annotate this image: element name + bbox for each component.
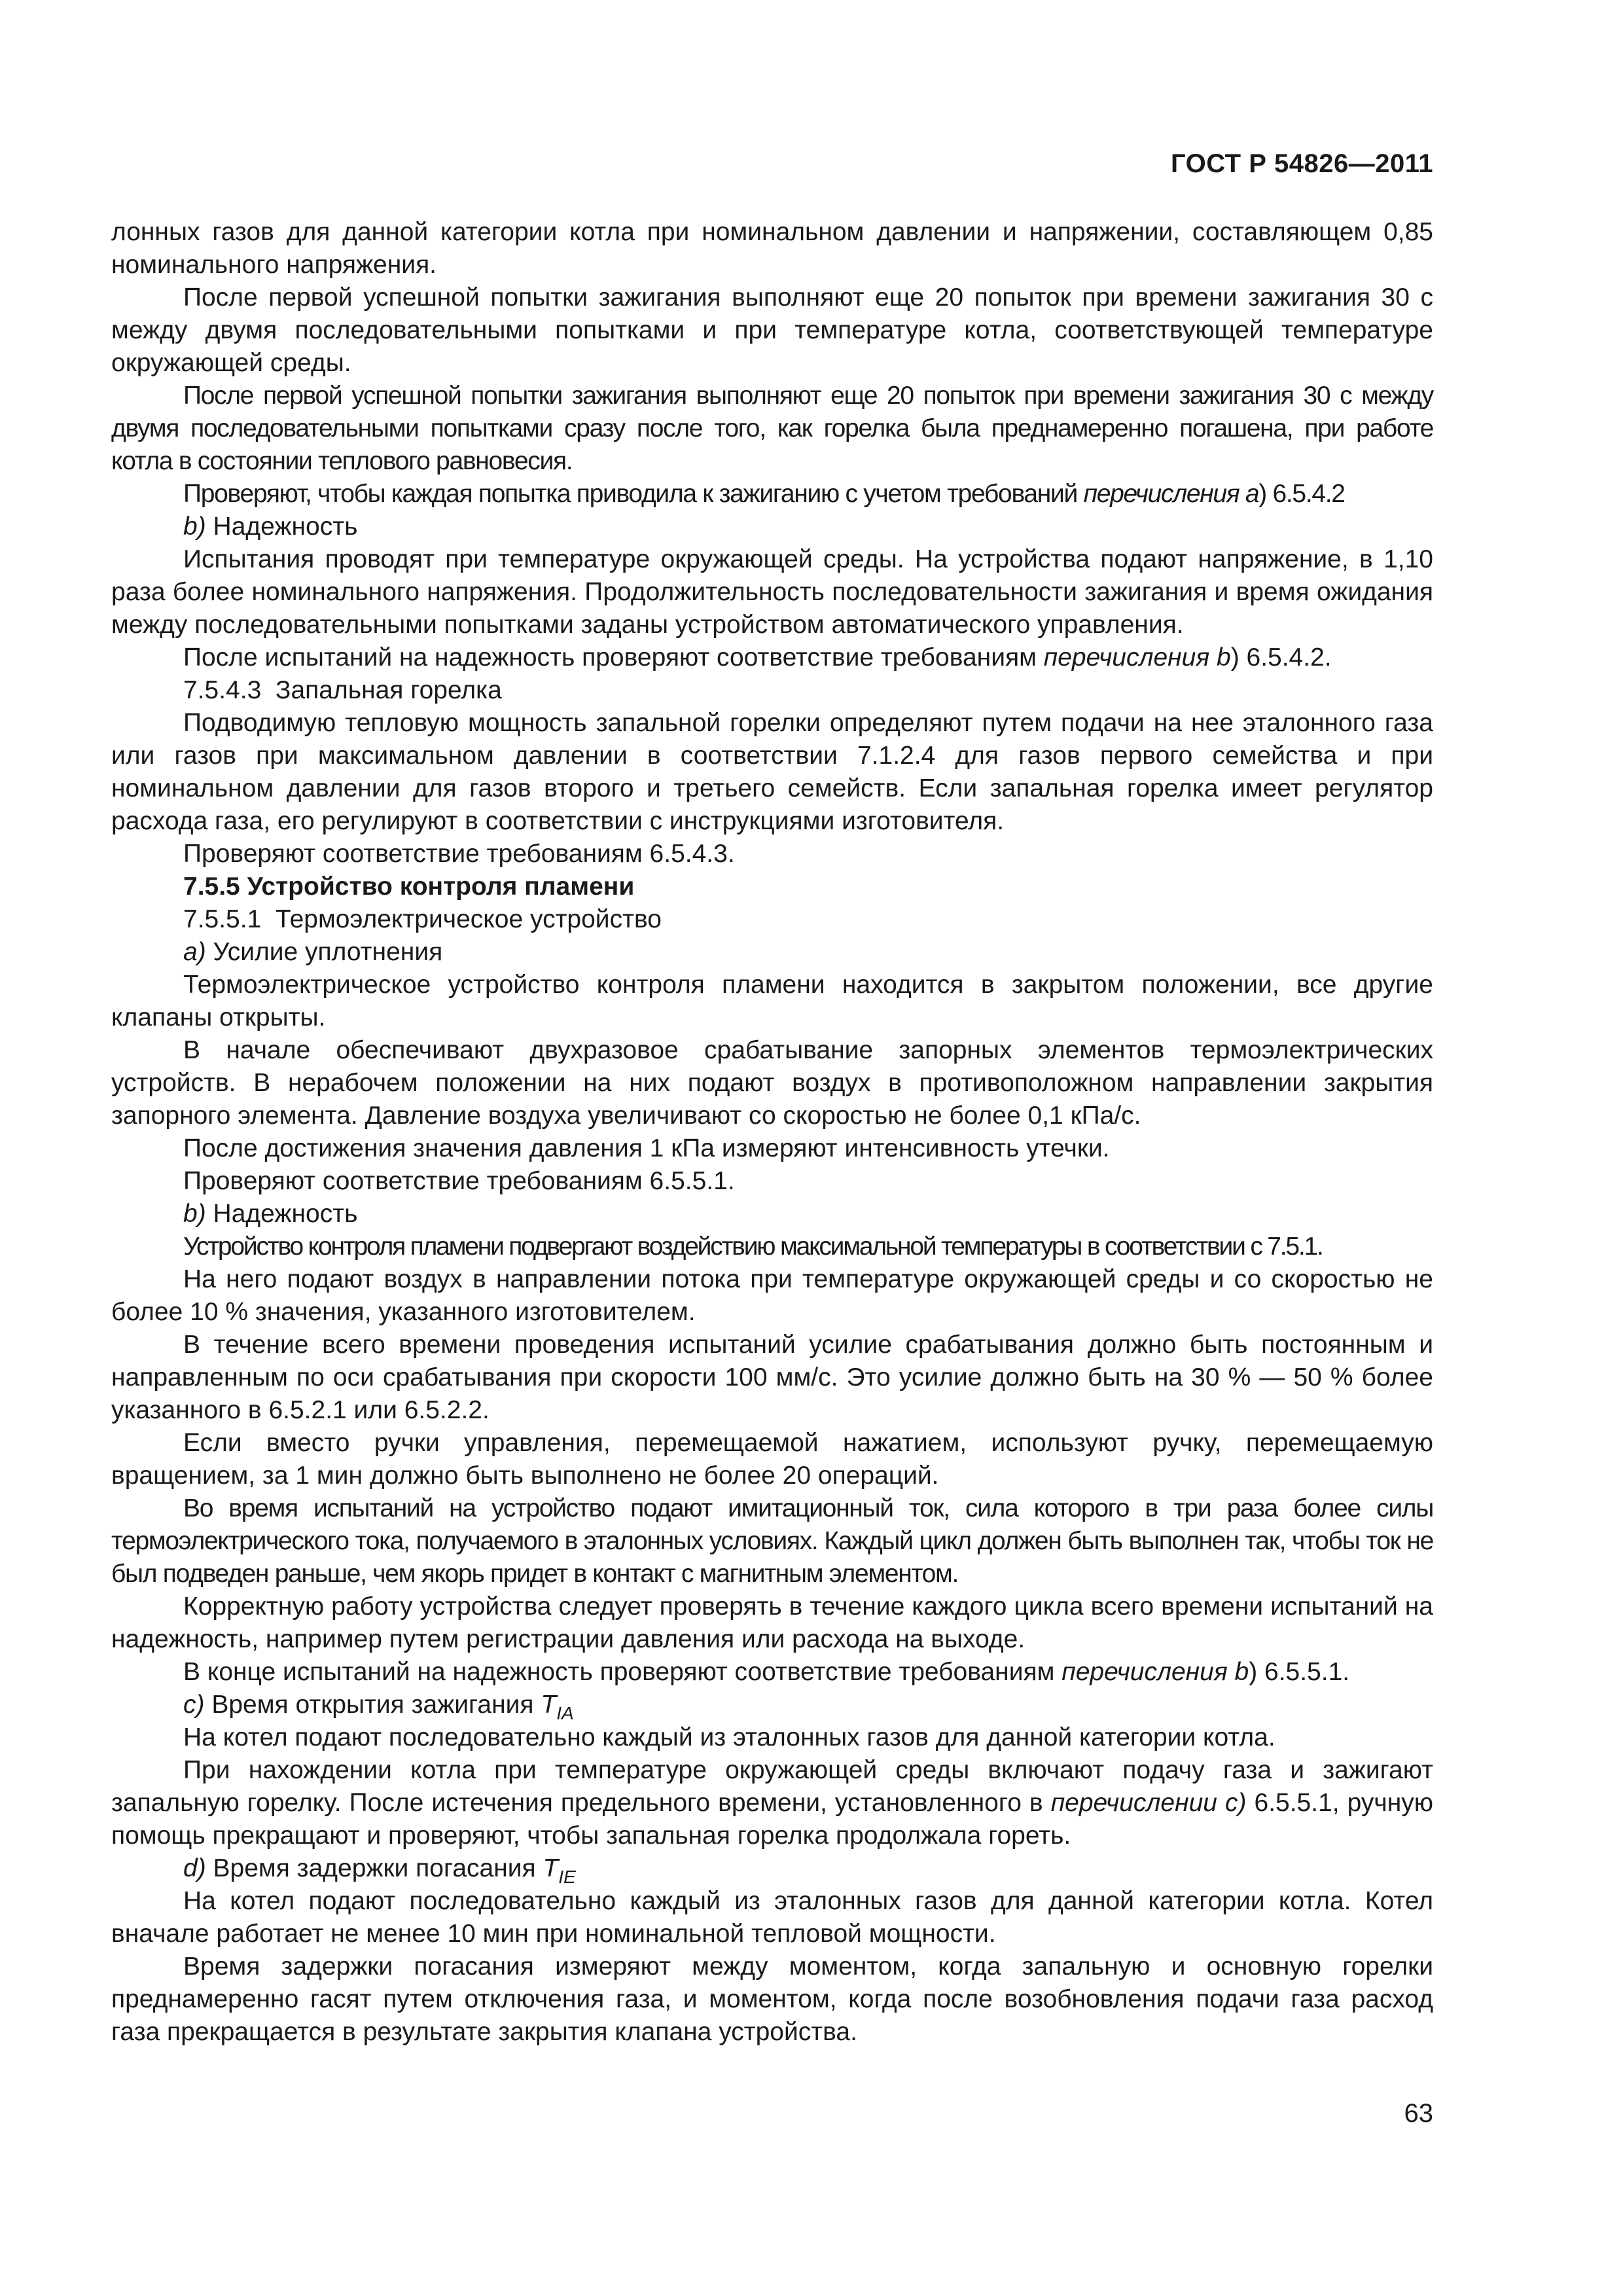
paragraph: Если вместо ручки управления, перемещаемой нажатием, используют ручку, перемещаемую вращением, за 1 мин должно быть выполнено не более 20 операций. <box>111 1429 1433 1490</box>
text-run: 6.5.5.1, ручную помощь прекращают и проверяют, чтобы запальная горелка продолжала гореть. <box>111 1789 1433 1850</box>
italic-run: перечисления b <box>1061 1658 1249 1686</box>
paragraph: Проверяют соответствие требованиям 6.5.5.1. <box>183 1167 735 1195</box>
document-body <box>111 216 1433 2049</box>
paragraph: Во время испытаний на устройство подают имитационный ток, сила которого в три раза более силы термоэлектрического тока, получаемого в эталонных условиях. Каждый цикл должен быть выполнен так, чтобы ток не был подведен раньше, чем якорь придет в контакт с магнитным элементом. <box>111 1494 1433 1588</box>
italic-run: а) <box>183 938 206 966</box>
paragraph: В течение всего времени проведения испытаний усилие срабатывания должно быть постоянным и направленным по оси срабатывания при скорости 100 мм/с. Это усилие должно быть на 30 % — 50 % более указанного в 6.5.2.1 или 6.5.2.2. <box>111 1331 1433 1424</box>
italic-run: b) <box>183 1200 206 1228</box>
paragraph: На котел подают последовательно каждый из эталонных газов для данной категории котла. <box>183 1723 1275 1751</box>
paragraph: Термоэлектрическое устройство контроля пламени находится в закрытом положении, все другие клапаны открыты. <box>111 971 1433 1031</box>
symbol: T <box>543 1854 559 1882</box>
text-run: Надежность <box>205 512 358 541</box>
text-run: Время открытия зажигания <box>204 1691 541 1719</box>
paragraph: Время задержки погасания измеряют между моментом, когда запальную и основную горелки преднамеренно гасят путем отключения газа, и моментом, когда после возобновления подачи газа расход газа прекращается в результате закрытия клапана устройства. <box>111 1952 1433 2046</box>
paragraph: лонных газов для данной категории котла при номинальном давлении и напряжении, составляющем 0,85 номинального напряжения. <box>111 218 1433 279</box>
text-run: Усилие уплотнения <box>205 938 443 966</box>
symbol-subscript: IE <box>558 1866 576 1887</box>
text-run: Время задержки погасания <box>205 1854 543 1882</box>
paragraph: После первой успешной попытки зажигания выполняют еще 20 попыток при времени зажигания 30 с между двумя последовательными попытками и при температуре котла, соответствующей температуре окружающей среды. <box>111 283 1433 377</box>
document-id-header: ГОСТ Р 54826—2011 <box>1171 149 1433 178</box>
text-run: Проверяют, чтобы каждая попытка приводила к зажиганию с учетом требований <box>183 480 1084 508</box>
subsection-title: 7.5.4.3 Запальная горелка <box>183 676 502 704</box>
paragraph <box>111 478 1433 511</box>
section-heading: 7.5.5 Устройство контроля пламени <box>183 872 635 901</box>
paragraph: Проверяют соответствие требованиям 6.5.4.3. <box>183 840 735 868</box>
paragraph <box>111 1656 1433 1689</box>
italic-run: c) <box>183 1691 205 1719</box>
italic-run: перечисления а <box>1083 480 1259 508</box>
text-run: ) 6.5.4.2. <box>1230 643 1332 672</box>
paragraph: В начале обеспечивают двухразовое срабатывание запорных элементов термоэлектрических устройств. В нерабочем положении на них подают воздух в противоположном направлении закрытия запорного элемента. Давление воздуха увеличивают со скоростью не более 0,1 кПа/с. <box>111 1036 1433 1130</box>
text-run: После испытаний на надежность проверяют соответствие требованиям <box>183 643 1044 672</box>
subsection-title: 7.5.5.1 Термоэлектрическое устройство <box>183 905 662 933</box>
italic-run: d) <box>183 1854 206 1882</box>
paragraph: Испытания проводят при температуре окружающей среды. На устройства подают напряжение, в 1,10 раза более номинального напряжения. Продолжительность последовательности зажигания и время ожидания между последовательными попытками заданы устройством автоматического управления. <box>111 545 1433 639</box>
list-item-label <box>111 1689 1433 1721</box>
page-number: 63 <box>1404 2099 1433 2128</box>
paragraph: После первой успешной попытки зажигания выполняют еще 20 попыток при времени зажигания 30 с между двумя последовательными попытками сразу после того, как горелка была преднамеренно погашена, при работе котла в состоянии теплового равновесия. <box>111 382 1433 475</box>
paragraph: Подводимую тепловую мощность запальной горелки определяют путем подачи на нее эталонного газа или газов при максимальном давлении в соответствии 7.1.2.4 для газов первого семейства и при номинальном давлении для газов второго и третьего семейств. Если запальная горелка имеет регулятор расхода газа, его регулируют в соответствии с инструкциями изготовителя. <box>111 709 1433 835</box>
list-item-label <box>111 511 1433 543</box>
paragraph: После достижения значения давления 1 кПа измеряют интенсивность утечки. <box>183 1134 1110 1162</box>
text-run: ) 6.5.4.2 <box>1258 480 1345 508</box>
list-item-label <box>111 1198 1433 1230</box>
paragraph <box>111 641 1433 674</box>
italic-run: перечисления b <box>1043 643 1231 672</box>
text-run: ) 6.5.5.1. <box>1249 1658 1350 1686</box>
italic-run: перечислении с) <box>1050 1789 1247 1817</box>
text-run: При нахождении котла при температуре окружающей среды включают подачу газа и зажигают запальную горелку. После истечения предельного времени, установленного в <box>111 1756 1433 1817</box>
list-item-label <box>111 1852 1433 1885</box>
paragraph: Корректную работу устройства следует проверять в течение каждого цикла всего времени испытаний на надежность, например путем регистрации давления или расхода на выходе. <box>111 1592 1433 1653</box>
paragraph: На котел подают последовательно каждый из эталонных газов для данной категории котла. Котел вначале работает не менее 10 мин при номинальной тепловой мощности. <box>111 1887 1433 1948</box>
list-item-label <box>111 936 1433 969</box>
symbol-subscript: IA <box>556 1702 574 1723</box>
paragraph: Устройство контроля пламени подвергают воздействию максимальной температуры в соответствии с 7.5.1. <box>183 1232 1323 1261</box>
text-run: В конце испытаний на надежность проверяют соответствие требованиям <box>183 1658 1062 1686</box>
symbol: T <box>541 1691 557 1719</box>
paragraph: На него подают воздух в направлении потока при температуре окружающей среды и со скоростью не более 10 % значения, указанного изготовителем. <box>111 1265 1433 1326</box>
text-run: Надежность <box>205 1200 358 1228</box>
paragraph <box>111 1754 1433 1852</box>
italic-run: b) <box>183 512 206 541</box>
